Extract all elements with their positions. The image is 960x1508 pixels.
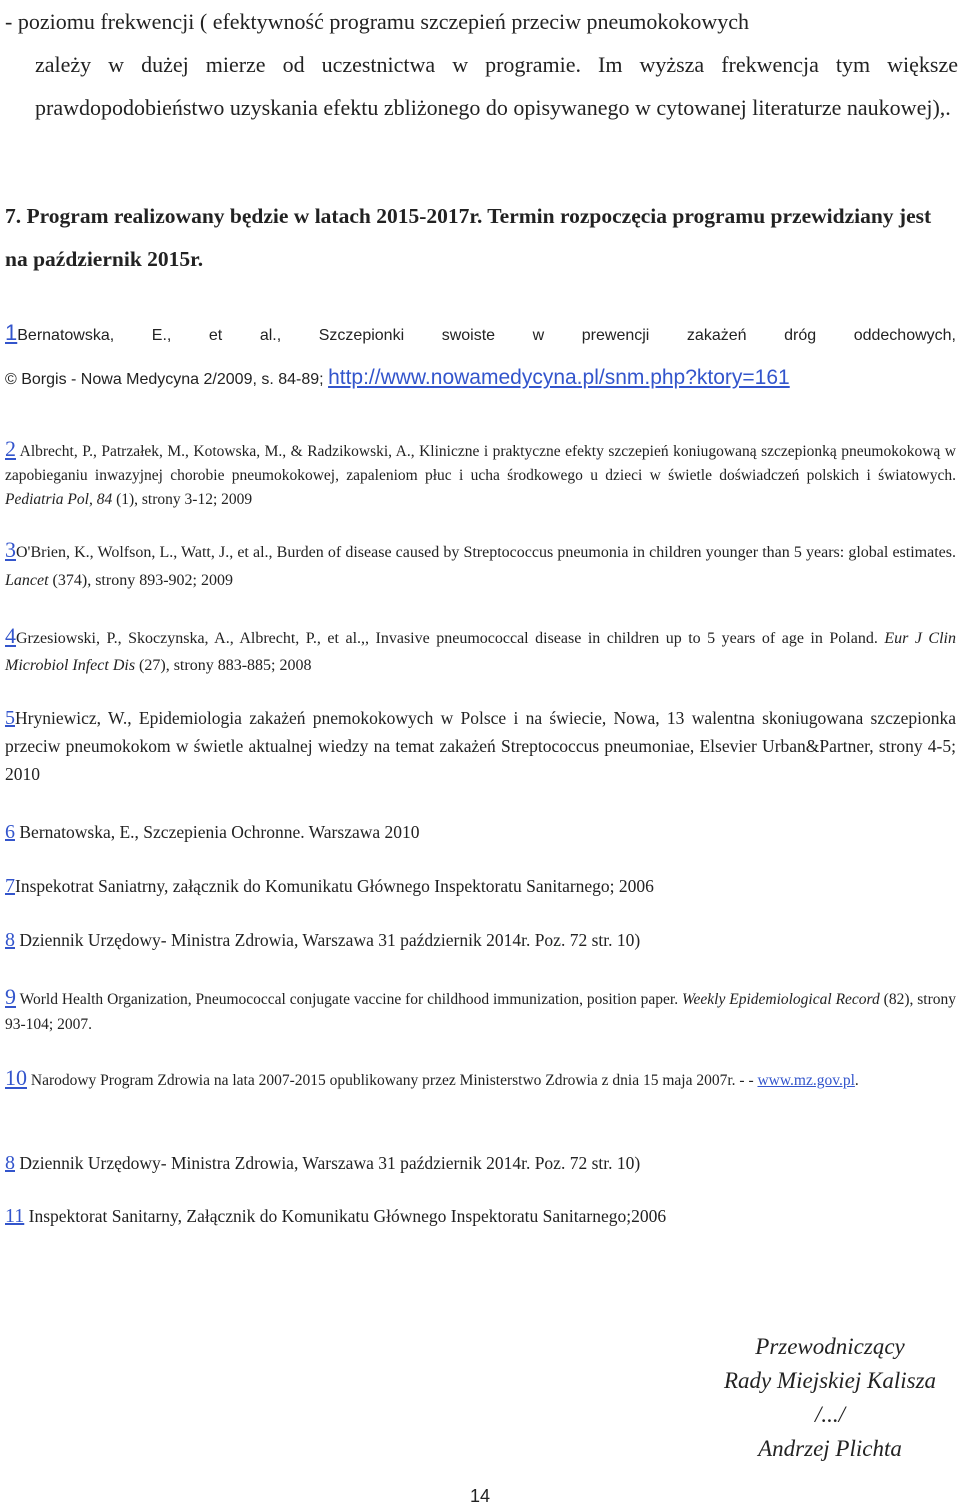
reference-text: Albrecht, P., Patrzałek, M., Kotowska, M., & Radzikowski, A., Kliniczne i praktyczne efekty szczepień koniugowaną szczepionką pneumokokową w zapobieganiu inwazyjnej chorobie pneumokokowej, zapaleniom płuc i ucha środkowego u dzieci w świetle doświadczeń polskich i światowych. <box>5 443 956 484</box>
reference-journal: Pediatria Pol, 84 <box>5 491 113 508</box>
reference-text: O'Brien, K., Wolfson, L., Watt, J., et al., Burden of disease caused by Streptococcus pneumonia in children younger than 5 years: global estimates. <box>16 544 956 561</box>
reference-tail: (374), strony 893-902; 2009 <box>48 572 233 589</box>
reference-link[interactable]: www.mz.gov.pl <box>757 1072 855 1089</box>
reference-journal: Weekly Epidemiological Record <box>682 991 880 1008</box>
reference-number[interactable]: 8 <box>5 1152 15 1174</box>
signature-mark: /.../ <box>814 1402 846 1427</box>
reference-text: Dziennik Urzędowy- Ministra Zdrowia, Warszawa 31 październik 2014r. Poz. 72 str. 10) <box>15 1153 641 1173</box>
reference-number[interactable]: 1 <box>5 320 18 345</box>
reference-text: Dziennik Urzędowy- Ministra Zdrowia, Warszawa 31 październik 2014r. Poz. 72 str. 10) <box>15 930 641 950</box>
reference-tail: (27), strony 883-885; 2008 <box>135 657 312 674</box>
reference-tail: (1), strony 3-12; 2009 <box>112 491 253 508</box>
reference-text: Bernatowska, E., et al., Szczepionki swoiste w prewencji zakażeń dróg oddechowych, <box>17 327 956 344</box>
reference-text: Inspektorat Sanitarny, Załącznik do Komunikatu Głównego Inspektoratu Sanitarnego;2006 <box>24 1206 667 1226</box>
reference-number[interactable]: 6 <box>5 821 15 843</box>
reference-3 <box>5 536 956 595</box>
reference-11 <box>5 1202 956 1230</box>
reference-1 <box>5 312 956 401</box>
reference-9 <box>5 984 956 1037</box>
reference-2 <box>5 437 956 512</box>
reference-link[interactable]: http://www.nowamedycyna.pl/snm.php?ktory=161 <box>328 366 790 389</box>
page-number: 14 <box>469 1486 491 1506</box>
reference-number[interactable]: 2 <box>5 436 16 461</box>
reference-8-repeat <box>5 1149 956 1177</box>
reference-journal: Eur J Clin Microbiol Infect Dis <box>5 630 956 674</box>
reference-6 <box>5 818 956 846</box>
reference-number[interactable]: 8 <box>5 929 15 951</box>
reference-text-line2: © Borgis - Nowa Medycyna 2/2009, s. 84-89; <box>5 371 329 388</box>
reference-text: World Health Organization, Pneumococcal conjugate vaccine for childhood immunization, position paper. <box>16 991 683 1008</box>
reference-4 <box>5 622 956 679</box>
reference-number[interactable]: 3 <box>5 537 16 562</box>
reference-5 <box>5 704 956 788</box>
reference-number[interactable]: 4 <box>5 623 16 648</box>
signature-title: Przewodniczący <box>755 1334 905 1359</box>
reference-10 <box>5 1064 956 1095</box>
reference-7 <box>5 872 956 900</box>
reference-text: Bernatowska, E., Szczepienia Ochronne. Warszawa 2010 <box>15 822 420 842</box>
reference-number[interactable]: 5 <box>5 707 15 729</box>
reference-number[interactable]: 7 <box>5 875 15 897</box>
intro-first-line: - poziomu frekwencji ( efektywność programu szczepień przeciw pneumokokowych <box>5 9 750 34</box>
reference-number[interactable]: 10 <box>5 1065 27 1090</box>
intro-paragraph <box>5 0 958 129</box>
reference-text: Inspekotrat Saniatrny, załącznik do Komunikatu Głównego Inspektoratu Sanitarnego; 2006 <box>15 876 654 896</box>
section-heading: 7. Program realizowany będzie w latach 2015-2017r. Termin rozpoczęcia programu przewidziany jest na październik 2015r. <box>5 204 932 271</box>
signature-block <box>700 1330 960 1466</box>
reference-tail: (82), strony 93-104; 2007. <box>5 991 957 1033</box>
intro-continuation: zależy w dużej mierze od uczestnictwa w programie. Im wyższa frekwencja tym większe prawdopodobieństwo uzyskania efektu zbliżonego do opisywanego w cytowanej literaturze naukowej),. <box>35 52 958 120</box>
reference-8 <box>5 926 956 954</box>
reference-tail: . <box>854 1072 859 1089</box>
reference-text: Narodowy Program Zdrowia na lata 2007-2015 opublikowany przez Ministerstwo Zdrowia z dnia 15 maja 2007r. - - <box>27 1072 758 1089</box>
reference-number[interactable]: 11 <box>5 1205 25 1227</box>
signature-council: Rady Miejskiej Kalisza <box>723 1368 937 1393</box>
reference-text: Grzesiowski, P., Skoczynska, A., Albrecht, P., et al.,, Invasive pneumococcal disease in children up to 5 years of age in Poland. <box>16 630 885 647</box>
signature-name: Andrzej Plichta <box>758 1436 902 1461</box>
reference-number[interactable]: 9 <box>5 984 16 1009</box>
reference-journal: Lancet <box>5 572 49 589</box>
reference-text: Hryniewicz, W., Epidemiologia zakażeń pnemokokowych w Polsce i na świecie, Nowa, 13 walentna skoniugowana szczepionka przeciw pneumokokom w świetle aktualnej wiedzy na temat zakażeń Streptococcus pneumoniae, Elsevier Urban&Partner, strony 4-5; 2010 <box>5 708 956 784</box>
